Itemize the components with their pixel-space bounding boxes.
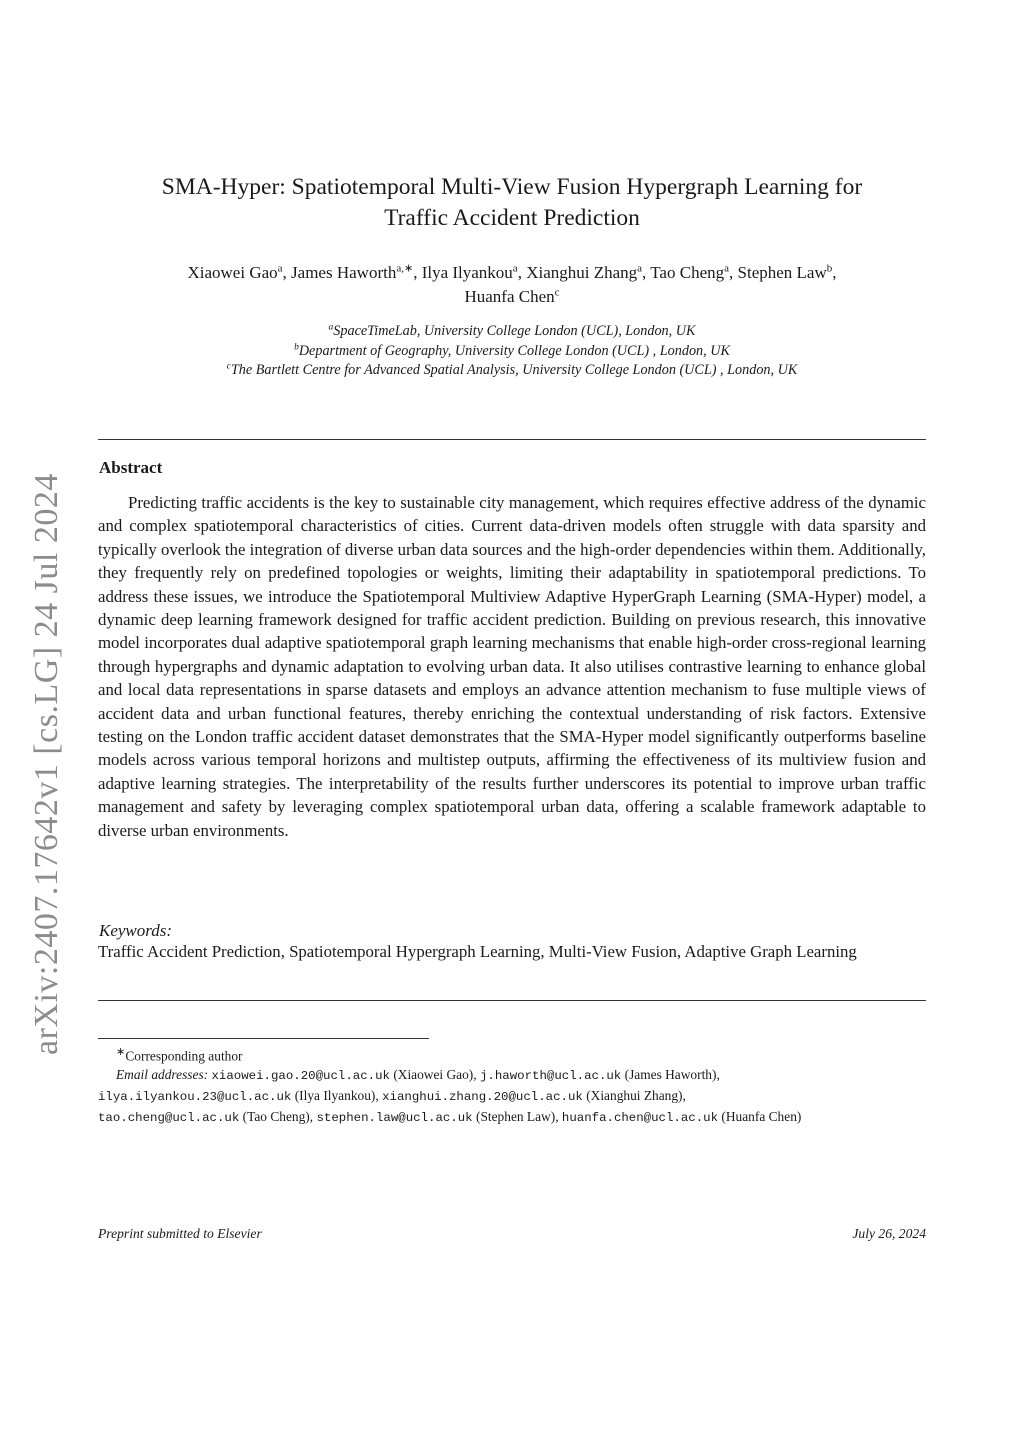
email-link[interactable]: stephen.law@ucl.ac.uk xyxy=(316,1111,473,1126)
author: Xiaowei Gao$^a$, xyxy=(187,262,292,282)
affiliation: $^b$Department of Geography, University College London (UCL) , London, UK xyxy=(294,341,730,359)
footer-preprint-note: Preprint submitted to Elsevier xyxy=(98,1226,262,1241)
email-link[interactable]: xianghui.zhang.20@ucl.ac.uk xyxy=(382,1090,583,1105)
corresponding-author-note: ∗Corresponding author xyxy=(116,1046,243,1064)
author-list xyxy=(98,261,926,309)
email-link[interactable]: ilya.ilyankou.23@ucl.ac.uk xyxy=(98,1090,292,1105)
footer-date: July 26, 2024 xyxy=(852,1226,926,1241)
affiliation: $^c$The Bartlett Centre for Advanced Spatial Analysis, University College London (UCL) , London, UK xyxy=(226,361,798,378)
email-line: ilya.ilyankou.23@ucl.ac.uk (Ilya Ilyankou), xianghui.zhang.20@ucl.ac.uk (Xianghui Zhang), xyxy=(98,1088,686,1105)
paper-title xyxy=(98,172,926,234)
email-link[interactable]: huanfa.chen@ucl.ac.uk xyxy=(561,1111,719,1126)
abstract-body: Predicting traffic accidents is the key to sustainable city management, which requires effective address of the dynamic and complex spatiotemporal characteristics of cities. Current data-driven models often struggle with data sparsity and typically overlook the integration of diverse urban data sources and the high-order dependencies within them. Additionally, they frequently rely on predefined topologies or weights, limiting their adaptability in spatiotemporal predictions. To address these issues, we introduce the Spatiotemporal Multiview Adaptive HyperGraph Learning (SMA-Hyper) model, a dynamic deep learning framework designed for traffic accident prediction. Building on previous research, this innovative model incorporates dual adaptive spatiotemporal graph learning mechanisms that enable high-order cross-regional learning through hypergraphs and dynamic adaptation to evolving urban data. It also utilises contrastive learning to enhance global and local data representations in sparse datasets and employs an advance attention mechanism to fuse multiple views of accident data and urban functional features, thereby enriching the contextual understanding of risk factors. Extensive testing on the London traffic accident dataset demonstrates that the SMA-Hyper model significantly outperforms baseline models across various temporal horizons and multistep outputs, affirming the effectiveness of its multiview fusion and adaptive learning strategies. The interpretability of the results further underscores its potential to improve urban traffic management and safety by leveraging complex spatiotemporal urban data, offering a scalable framework adaptable to diverse urban environments. xyxy=(98,493,926,840)
email-link[interactable]: xiaowei.gao.20@ucl.ac.uk xyxy=(211,1069,390,1084)
footnotes xyxy=(98,1043,938,1128)
author: Stephen Law$^b$, xyxy=(737,262,837,282)
keywords-label: Keywords: xyxy=(99,921,173,940)
email-line: tao.cheng@ucl.ac.uk (Tao Cheng), stephen.law@ucl.ac.uk (Stephen Law), huanfa.chen@ucl.ac.uk (Huanfa Chen) xyxy=(98,1109,802,1126)
keywords-text: Traffic Accident Prediction, Spatiotemporal Hypergraph Learning, Multi-View Fusion, Adaptive Graph Learning xyxy=(98,942,857,961)
title-line-1: SMA-Hyper: Spatiotemporal Multi-View Fusion Hypergraph Learning for xyxy=(161,174,863,200)
bottom-divider xyxy=(98,1000,926,1001)
affiliation-list xyxy=(98,322,926,381)
arxiv-identifier: arXiv:2407.17642v1 [cs.LG] 24 Jul 2024 xyxy=(28,473,65,1055)
email-link[interactable]: tao.cheng@ucl.ac.uk xyxy=(98,1111,240,1126)
author: Tao Cheng$^a$, xyxy=(650,262,738,282)
title-line-2: Traffic Accident Prediction xyxy=(384,205,640,231)
email-link[interactable]: j.haworth@ucl.ac.uk xyxy=(479,1069,622,1084)
abstract-heading: Abstract xyxy=(99,458,163,477)
affiliation: $^a$SpaceTimeLab, University College London (UCL), London, UK xyxy=(328,322,696,339)
author: James Haworth$^{a,∗}$, xyxy=(291,262,422,282)
author: Huanfa Chen$^c$ xyxy=(464,286,560,306)
author: Ilya Ilyankou$^a$, xyxy=(421,262,527,282)
footnote-divider xyxy=(98,1038,429,1039)
email-label: Email addresses: xyxy=(116,1067,209,1083)
top-divider xyxy=(98,439,926,440)
author: Xianghui Zhang$^a$, xyxy=(526,262,651,282)
email-line: Email addresses: xiaowei.gao.20@ucl.ac.uk (Xiaowei Gao), j.haworth@ucl.ac.uk (James Haworth), xyxy=(116,1067,720,1084)
